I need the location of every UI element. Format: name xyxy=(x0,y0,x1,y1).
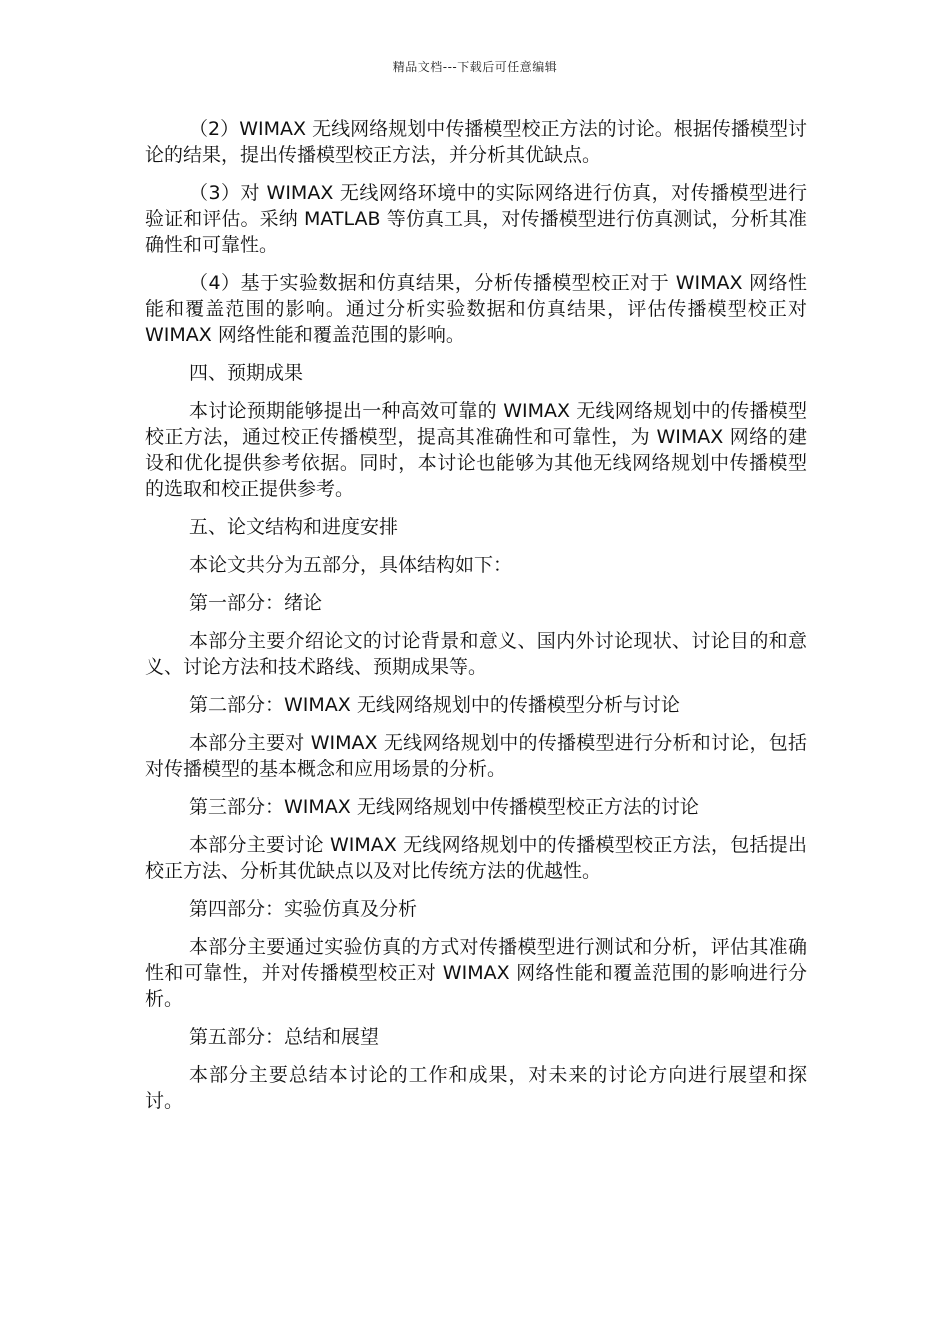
paragraph-method-2: （2）WIMAX 无线网络规划中传播模型校正方法的讨论。根据传播模型讨论的结果，提出传播模型校正方法，并分析其优缺点。 xyxy=(145,118,807,166)
section-heading-structure: 五、论文结构和进度安排 xyxy=(189,516,399,538)
section-heading-expected-results: 四、预期成果 xyxy=(189,362,304,384)
paragraph-method-4: （4）基于实验数据和仿真结果，分析传播模型校正对于 WIMAX 网络性能和覆盖范围的影响。通过分析实验数据和仿真结果，评估传播模型校正对 WIMAX 网络性能和覆盖范围的影响。 xyxy=(145,272,807,346)
paragraph-part-1: 本部分主要介绍论文的讨论背景和意义、国内外讨论现状、讨论目的和意义、讨论方法和技术路线、预期成果等。 xyxy=(145,630,807,678)
part-heading-3: 第三部分：WIMAX 无线网络规划中传播模型校正方法的讨论 xyxy=(189,796,699,818)
paragraph-structure-intro: 本论文共分为五部分，具体结构如下： xyxy=(189,554,513,576)
part-heading-2: 第二部分：WIMAX 无线网络规划中的传播模型分析与讨论 xyxy=(189,694,680,716)
paragraph-part-2: 本部分主要对 WIMAX 无线网络规划中的传播模型进行分析和讨论，包括对传播模型的基本概念和应用场景的分析。 xyxy=(145,732,807,780)
document-body xyxy=(145,116,807,1126)
part-heading-1: 第一部分：绪论 xyxy=(189,592,323,614)
paragraph-part-4: 本部分主要通过实验仿真的方式对传播模型进行测试和分析，评估其准确性和可靠性，并对传播模型校正对 WIMAX 网络性能和覆盖范围的影响进行分析。 xyxy=(145,936,807,1010)
paragraph-part-5: 本部分主要总结本讨论的工作和成果，对未来的讨论方向进行展望和探讨。 xyxy=(145,1064,807,1112)
page-header: 精品文档---下载后可任意编辑 xyxy=(392,60,558,74)
part-heading-4: 第四部分：实验仿真及分析 xyxy=(189,898,418,920)
paragraph-expected-results: 本讨论预期能够提出一种高效可靠的 WIMAX 无线网络规划中的传播模型校正方法，通过校正传播模型，提高其准确性和可靠性，为 WIMAX 网络的建设和优化提供参考依据。同时，本讨论也能够为其他无线网络规划中传播模型的选取和校正提供参考。 xyxy=(145,400,807,500)
paragraph-method-3: （3）对 WIMAX 无线网络环境中的实际网络进行仿真，对传播模型进行验证和评估。采纳 MATLAB 等仿真工具，对传播模型进行仿真测试，分析其准确性和可靠性。 xyxy=(145,182,807,256)
part-heading-5: 第五部分：总结和展望 xyxy=(189,1026,380,1048)
paragraph-part-3: 本部分主要讨论 WIMAX 无线网络规划中的传播模型校正方法，包括提出校正方法、分析其优缺点以及对比传统方法的优越性。 xyxy=(145,834,807,882)
